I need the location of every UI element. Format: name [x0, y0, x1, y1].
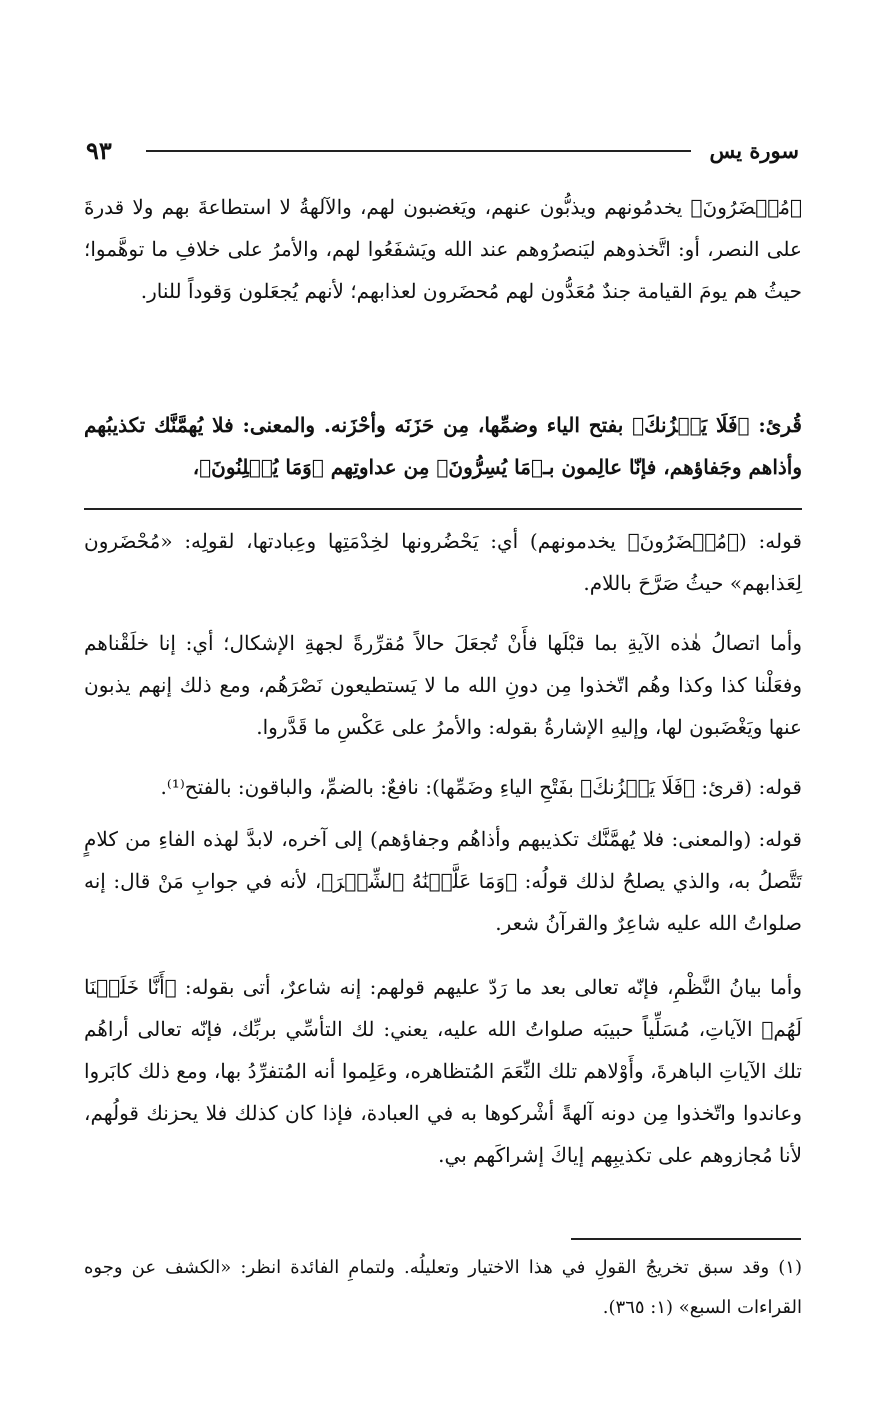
- commentary-paragraph-5: [84, 966, 802, 1176]
- commentary-text: وأما اتصالُ هٰذه الآيةِ بما قبْلَها فأَنْ تُجعَلَ حالاً مُقرِّرةً لجهةِ الإشكال؛ أي: إنا خلَقْناهم وفعَلْنا كذا وكذا وهُم اتّخذوا مِن دونِ الله ما لا يَستطيعون نَصْرَهُم، ومع ذلك إنهم يذبون عنها ويَغْضَبون لها، وإليهِ الإشارةُ بقوله: والأمرُ على عَكْسِ ما قَدَّروا.: [84, 631, 802, 739]
- commentary-paragraph-1: [84, 520, 802, 604]
- tafsir-paragraph-2: [84, 404, 802, 488]
- commentary-text: قوله: (قرئ: ﴿فَلَا يَحۡزُنكَ﴾ بفَتْحِ الياءِ وضَمِّها): نافعٌ: بالضمِّ، والباقون: بالفتح⁽¹⁾.: [160, 775, 802, 799]
- commentary-paragraph-2: [84, 622, 802, 748]
- commentary-paragraph-4: [84, 818, 802, 944]
- commentary-text: قوله: (﴿مُحۡضَرُونَ﴾ يخدمونهم) أي: يَحْضُرونها لخِدْمَتِها وعِبادتها، لقولِه: «مُحْضَرون لِعَذابهم» حيثُ صَرَّحَ باللام.: [84, 529, 802, 595]
- commentary-text: وأما بيانُ النَّظْمِ، فإنّه تعالى بعد ما رَدّ عليهم قولهم: إنه شاعرٌ، أتى بقوله: ﴿أَنَّا خَلَقۡنَا لَهُم﴾ الآياتِ، مُسَلِّياً حبيبَه صلواتُ الله عليه، يعني: لك التأسِّي بربِّك، فإنّه تعالى أراهُم تلك الآياتِ الباهرةَ، وأَوْلاهم تلك النِّعَمَ المُتظاهره، وعَلِموا أنه المُتفرِّدُ بها، ومع ذلك كابَروا وعاندوا واتّخذوا مِن دونه آلهةً أشْركوها به في العبادة، فإذا كان كذلك فلا يحزنك قولُهم، لأنا مُجازوهم على تكذيبِهم إياكَ إشراكَهم بي.: [84, 975, 802, 1167]
- commentary-text: قوله: (والمعنى: فلا يُهمَّنَّك تكذيبهم وأذاهُم وجفاؤهم) إلى آخره، لابدَّ لهذه الفاءِ من كلامٍ تَتَّصلُ به، والذي يصلحُ لذلك قولُه: ﴿وَمَا عَلَّمۡنَٰهُ ٱلشِّعۡرَ﴾، لأنه في جوابِ مَنْ قال: إنه صلواتُ الله عليه شاعِرٌ والقرآنُ شعر.: [84, 827, 802, 935]
- tafsir-text: قُرئ: ﴿فَلَا يَحۡزُنكَ﴾ بفتح الياء وضمِّها، مِن حَزَنَه وأحْزَنه. والمعنى: فلا يُهمَّنَّك تكذيبُهم وأذاهم وجَفاؤهم، فإنّا عالِمون بـ﴿مَا يُسِرُّونَ﴾ مِن عداوتِهم ﴿وَمَا يُعۡلِنُونَ﴾،: [84, 413, 802, 479]
- header-rule: [146, 150, 691, 152]
- page-number: ٩٣: [86, 136, 112, 165]
- footnote: [84, 1248, 802, 1328]
- footnote-text: (١) وقد سبق تخريجُ القولِ في هذا الاختيار وتعليلُه. ولتمامِ الفائدة انظر: «الكشف عن وجوه القراءات السبع» (١: ٣٦٥).: [84, 1257, 802, 1318]
- tafsir-text: ﴿مُحۡضَرُونَ﴾ يخدمُونهم ويذبُّون عنهم، ويَغضبون لهم، والآلهةُ لا استطاعةَ بهم ولا قدرةَ على النصر، أو: اتَّخذوهم ليَنصرُوهم عند الله ويَشفَعُوا لهم، والأمرُ على خلافِ ما توهَّموا؛ حيثُ هم يومَ القيامة جندٌ مُعَدُّون لهم مُحضَرون لعذابهم؛ لأنهم يُجعَلون وَقوداً للنار.: [84, 195, 802, 303]
- commentary-paragraph-3: [84, 766, 802, 808]
- section-divider: [84, 508, 802, 510]
- tafsir-paragraph-1: [84, 186, 802, 312]
- surah-title: سورة يس: [709, 138, 799, 163]
- footnote-divider: [571, 1238, 801, 1240]
- running-header: [86, 133, 799, 169]
